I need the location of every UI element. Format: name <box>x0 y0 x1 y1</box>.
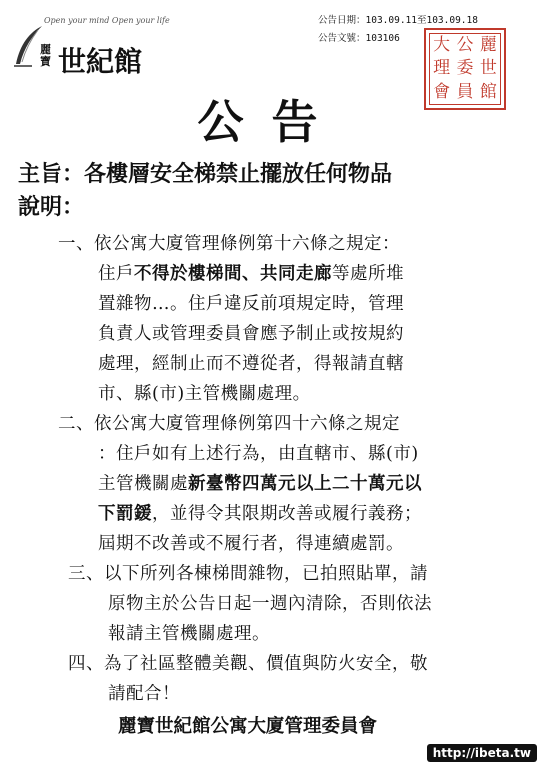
body-line: 屆期不改善或不履行者，得連續處罰。 <box>98 534 404 554</box>
body-line: 負責人或管理委員會應予制止或按規約 <box>98 324 404 344</box>
emphasis-text: 新臺幣四萬元以上二十萬元以 <box>188 474 422 494</box>
emphasis-text: 下罰鍰 <box>98 504 152 524</box>
body-line: 一、依公寓大廈管理條例第十六條之規定： <box>58 234 400 254</box>
explanation-label: 說明： <box>18 194 85 220</box>
body-line: 下罰鍰，並得令其限期改善或履行義務； <box>98 504 422 524</box>
seal-char: 理 <box>433 58 451 79</box>
body-line: 處理，經制止而不遵從者，得報請直轄 <box>98 354 404 374</box>
seal-char: 委 <box>456 58 474 79</box>
body-line: 三、以下所列各棟梯間雜物，已拍照貼單，請 <box>68 564 428 584</box>
seal-char: 員 <box>456 81 474 102</box>
site-watermark: http://ibeta.tw <box>427 744 537 762</box>
body-line: 原物主於公告日起一週內清除，否則依法 <box>108 594 432 614</box>
notice-subject: 主旨：各樓層安全梯禁止擺放任何物品 <box>18 161 393 187</box>
document-number: 公告文號：103106 <box>318 33 400 44</box>
seal-char: 會 <box>433 81 451 102</box>
body-line: 二、依公寓大廈管理條例第四十六條之規定 <box>58 414 400 434</box>
emphasis-text: 不得於樓梯間、共同走廊 <box>134 264 332 284</box>
seal-char: 公 <box>456 35 474 56</box>
seal-char: 大 <box>433 35 451 56</box>
seal-char: 館 <box>479 81 497 102</box>
page-title: 公告 <box>197 95 346 149</box>
seal-char: 麗 <box>479 35 497 56</box>
logo-name: 世紀館 <box>58 45 143 78</box>
announcement-date: 公告日期：103.09.11至103.09.18 <box>318 15 478 26</box>
body-line: 請配合！ <box>108 684 180 704</box>
body-line: 住戶不得於樓梯間、共同走廊等處所堆 <box>98 264 404 284</box>
body-line: ：住戶如有上述行為，由直轄市、縣(市) <box>98 444 419 464</box>
building-logo <box>8 14 170 78</box>
logo-small-text: 麗寶 <box>40 43 51 68</box>
body-line: 主管機關處新臺幣四萬元以上二十萬元以 <box>98 474 422 494</box>
seal-char: 世 <box>479 58 497 79</box>
body-line: 四、為了社區整體美觀、價值與防火安全，敬 <box>68 654 428 674</box>
body-line: 報請主管機關處理。 <box>108 624 270 644</box>
committee-signature: 麗寶世紀館公寓大廈管理委員會 <box>118 716 378 737</box>
body-line: 市、縣(市)主管機關處理。 <box>98 384 311 404</box>
logo-slogan: Open your mind Open your life <box>44 16 170 25</box>
body-line: 置雜物…。住戶違反前項規定時，管理 <box>98 294 404 314</box>
